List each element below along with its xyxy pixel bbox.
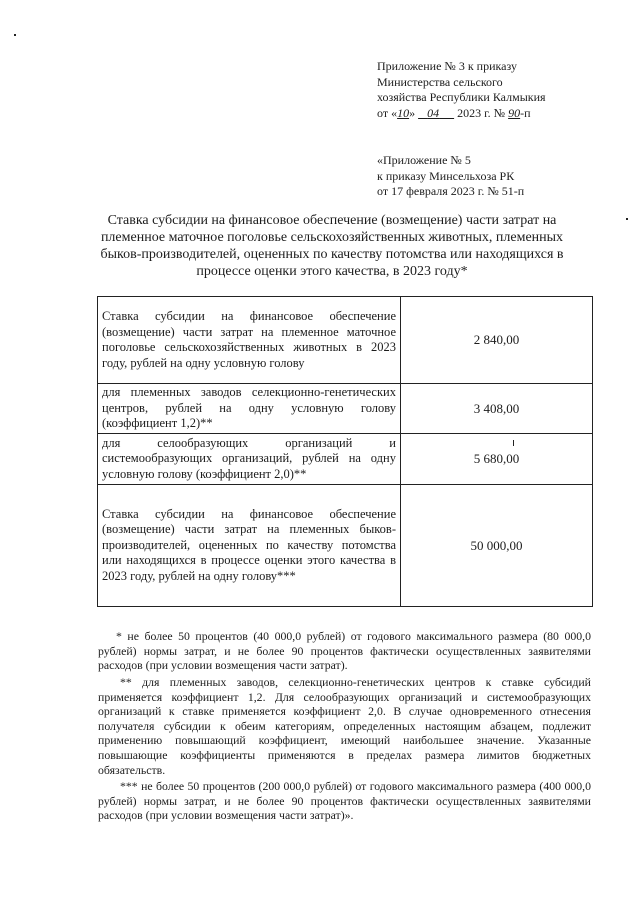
appendix-header (377, 59, 546, 121)
rate-value: 3 408,00 (401, 384, 593, 434)
table-row (98, 384, 593, 434)
date-mid: » (409, 105, 416, 120)
rate-value: 2 840,00 (401, 297, 593, 384)
scan-speck (626, 218, 628, 220)
footnote-3-text: *** не более 50 процентов (200 000,0 рублей) от годового максимального размера (400 000,0 рублей) нормы затрат, и не более 90 процентов фактически осуществленных заявителями расходов (при условии возмещения части затрат)». (98, 779, 591, 823)
prior-appendix-line3: от 17 февраля 2023 г. № 51-п (377, 184, 525, 198)
document-title: Ставка субсидии на финансовое обеспечение (возмещение) части затрат на племенное маточное поголовье сельскохозяйственных животных, племенных быков-производителей, оцененных по качеству потомства или находящихся в процессе оценки этого качества, в 2023 году* (100, 213, 564, 279)
appendix-date-line (377, 106, 546, 122)
scan-speck (14, 34, 16, 36)
subsidy-rates-table (97, 296, 593, 607)
prior-appendix-line2: к приказу Минсельхоза РК (377, 168, 515, 183)
rate-label: для племенных заводов селекционно-генетических центров, рублей на одну условную голову (коэффициент 1,2)** (98, 384, 401, 434)
year-text: 2023 г. № (457, 105, 506, 120)
footnote-3 (98, 779, 591, 823)
prior-appendix-line1: «Приложение № 5 (377, 153, 471, 167)
footnote-2-text: ** для племенных заводов, селекционно-генетических центров к ставке субсидий применяется коэффициент 1,2. Для селообразующих организаций и системообразующих организаций к ставке применяется коэффициент 2,0. В случае одновременного отнесения получателя субсидии к обеим категориям, определенных настоящим абзацем, подлежит применению повышающий коэффициент, имеющий наибольшее значение. Указанные повышающие коэффициенты применяются в пределах размера лимитов бюджетных обязательств. (98, 675, 591, 777)
rate-value: 50 000,00 (401, 485, 593, 607)
appendix-header-line3: хозяйства Республики Калмыкия (377, 90, 546, 104)
rate-label: для селообразующих организаций и системообразующих организаций, рублей на одну условную голову (коэффициент 2,0)** (98, 434, 401, 485)
appendix-header-line1: Приложение № 3 к приказу (377, 59, 517, 73)
prior-appendix-header (377, 153, 524, 200)
rate-value: 5 680,00 (401, 434, 593, 485)
table-row (98, 434, 593, 485)
footnote-1-text: * не более 50 процентов (40 000,0 рублей) от годового максимального размера (80 000,0 рублей) нормы затрат, и не более 90 процентов фактически осуществленных заявителями расходов (при условии возмещения части затрат). (98, 629, 591, 673)
rate-label: Ставка субсидии на финансовое обеспечение (возмещение) части затрат на племенных быков-производителей, оцененных по качеству потомства или находящихся в процессе оценки этого качества в 2023 году, рублей на одну голову*** (98, 485, 401, 607)
table-row (98, 297, 593, 384)
handwritten-number: 90 (508, 105, 521, 120)
number-suffix: -п (520, 105, 531, 120)
rate-label: Ставка субсидии на финансовое обеспечение (возмещение) части затрат на племенное маточное поголовье сельскохозяйственных животных в 2023 году, рублей на одну условную голову (98, 297, 401, 384)
footnote-1 (98, 629, 591, 673)
appendix-header-line2: Министерства сельского (377, 74, 503, 89)
table-row (98, 485, 593, 607)
handwritten-month: 04 (427, 105, 440, 120)
footnote-2 (98, 675, 591, 777)
handwritten-day: 10 (397, 105, 410, 120)
date-prefix: от « (377, 105, 398, 120)
